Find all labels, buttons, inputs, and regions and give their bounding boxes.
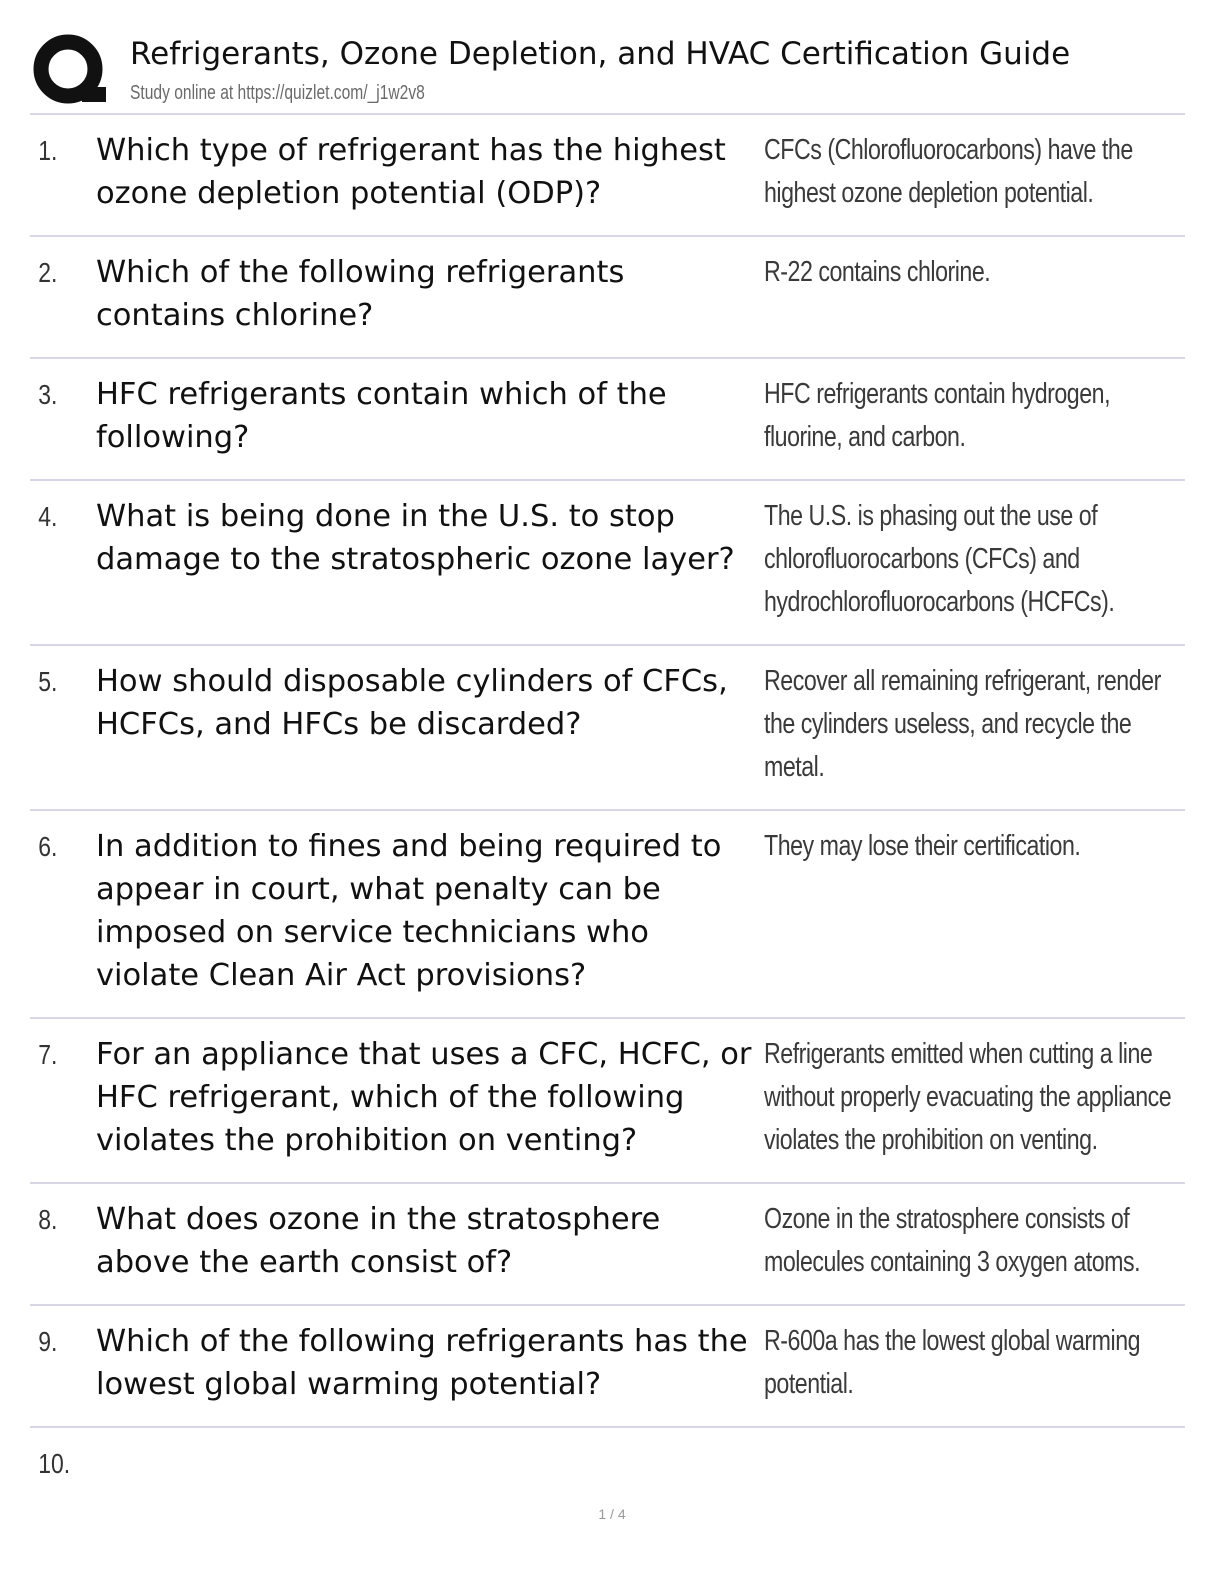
card-number: 2. xyxy=(38,257,58,288)
card-number: 9. xyxy=(38,1326,58,1357)
card-number: 1. xyxy=(38,135,58,166)
card-question xyxy=(96,1442,764,1485)
card-number: 3. xyxy=(38,379,58,410)
card-answer-text: R-600a has the lowest global warming potential. xyxy=(764,1325,1141,1400)
card-question: Which of the following refrigerants has the lowest global warming potential? xyxy=(96,1324,748,1402)
card-answer xyxy=(764,1442,1224,1485)
card-answer-text: Recover all remaining refrigerant, render the cylinders useless, and recycle the metal. xyxy=(764,665,1161,783)
card-answer-text: Ozone in the stratosphere consists of molecules containing 3 oxygen atoms. xyxy=(764,1203,1141,1278)
card-answer xyxy=(764,1198,1224,1284)
study-link[interactable]: Study online at https://quizlet.com/_j1w2v8 xyxy=(130,82,425,104)
card-question: What does ozone in the stratosphere above the earth consist of? xyxy=(96,1202,661,1280)
card-number: 8. xyxy=(38,1204,58,1235)
card-number: 4. xyxy=(38,501,58,532)
quizlet-logo-icon xyxy=(32,32,108,108)
flashcard-row xyxy=(30,115,1185,237)
flashcard-row xyxy=(30,1184,1185,1306)
card-question: In addition to fines and being required to appear in court, what penalty can be imposed on service technicians who violate Clean Air Act provisions? xyxy=(96,829,722,993)
card-answer-text: R-22 contains chlorine. xyxy=(764,256,991,288)
flashcard-row xyxy=(30,481,1185,646)
flashcard-row xyxy=(30,359,1185,481)
card-answer xyxy=(764,495,1224,624)
card-answer xyxy=(764,373,1224,459)
card-answer-text: CFCs (Chlorofluorocarbons) have the highest ozone depletion potential. xyxy=(764,134,1133,209)
card-answer xyxy=(764,825,1224,997)
flashcard-row xyxy=(30,1306,1185,1428)
card-question: Which type of refrigerant has the highest ozone depletion potential (ODP)? xyxy=(96,133,726,211)
card-number: 5. xyxy=(38,666,58,697)
card-answer-text: HFC refrigerants contain hydrogen, fluorine, and carbon. xyxy=(764,378,1111,453)
flashcard-row xyxy=(30,646,1185,811)
flashcard-row xyxy=(30,811,1185,1019)
page-number: 1 / 4 xyxy=(598,1506,626,1522)
card-question: Which of the following refrigerants contains chlorine? xyxy=(96,255,625,333)
flashcard-row xyxy=(30,237,1185,359)
flashcard-row xyxy=(30,1019,1185,1184)
flashcard-row xyxy=(30,1428,1185,1505)
card-answer xyxy=(764,1320,1224,1406)
card-answer xyxy=(764,129,1224,215)
flashcard-list xyxy=(30,115,1185,1505)
card-number: 10. xyxy=(38,1448,71,1479)
card-number: 6. xyxy=(38,831,58,862)
card-question: For an appliance that uses a CFC, HCFC, or HFC refrigerant, which of the following violates the prohibition on venting? xyxy=(96,1037,752,1158)
card-question: How should disposable cylinders of CFCs, HCFCs, and HFCs be discarded? xyxy=(96,664,728,742)
page-header xyxy=(30,28,1185,114)
card-answer xyxy=(764,1033,1224,1162)
card-number: 7. xyxy=(38,1039,58,1070)
card-answer xyxy=(764,660,1224,789)
card-question: What is being done in the U.S. to stop damage to the stratospheric ozone layer? xyxy=(96,499,735,577)
card-question: HFC refrigerants contain which of the following? xyxy=(96,377,667,455)
card-answer xyxy=(764,251,1224,337)
page-title: Refrigerants, Ozone Depletion, and HVAC Certification Guide xyxy=(130,36,1071,72)
card-answer-text: Refrigerants emitted when cutting a line without properly evacuating the appliance violates the prohibition on venting. xyxy=(764,1038,1172,1156)
card-answer-text: They may lose their certification. xyxy=(764,830,1081,862)
card-answer-text: The U.S. is phasing out the use of chlorofluorocarbons (CFCs) and hydrochlorofluorocarbons (HCFCs). xyxy=(764,500,1115,618)
